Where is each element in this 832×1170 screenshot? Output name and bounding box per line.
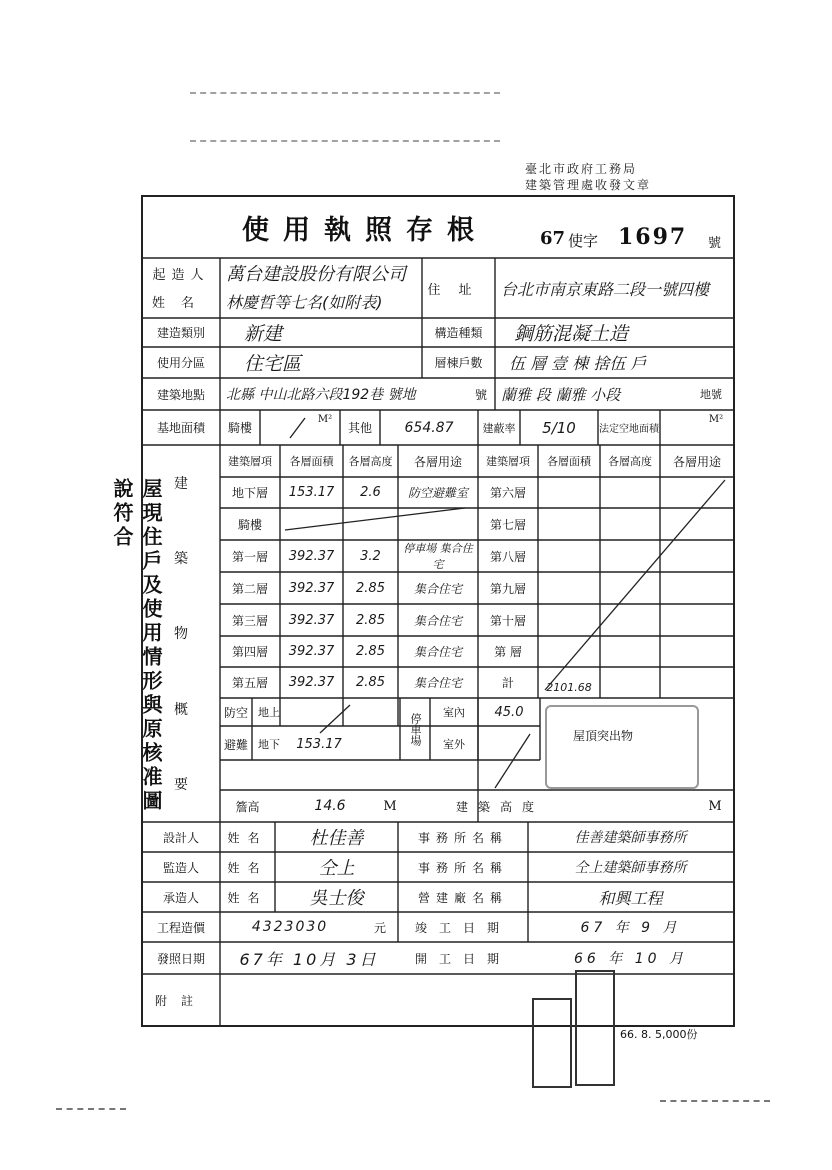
legal-open-label: 法定空地面積 <box>599 424 659 435</box>
floors-value: 伍 層 壹 棟 捨伍 戶 <box>509 354 647 373</box>
coverage-value: 5/10 <box>542 418 576 437</box>
floor-left-height: 2.6 <box>360 485 381 500</box>
eave-height-label: 簷高 <box>235 799 260 814</box>
build-type-value: 新建 <box>244 323 283 345</box>
building-height-unit: M <box>708 798 722 814</box>
floor-right-name: 第六層 <box>489 486 526 500</box>
arcade-unit: M² <box>317 413 333 425</box>
agency-stamp-line2: 建築管理處收發文章 <box>525 178 652 192</box>
permit-number: 1697 <box>618 224 688 250</box>
permit-year: 67 <box>540 228 566 249</box>
col-floor-header: 建築層項 <box>228 455 272 468</box>
summary-char-1: 建 <box>174 475 188 492</box>
build-type-label: 建造類別 <box>156 326 205 340</box>
scan-mark-left <box>56 1108 126 1110</box>
contractor-office: 和興工程 <box>598 888 663 908</box>
floor-left-height: 2.85 <box>356 675 385 690</box>
site-lot-number-label: 地號 <box>700 388 722 401</box>
col-area-header-right: 各層面積 <box>547 455 591 468</box>
floor-left-height: 2.85 <box>356 580 385 596</box>
floor-right-name: 第八層 <box>489 549 526 564</box>
shelter-below-value: 153.17 <box>296 736 342 752</box>
official-seal <box>575 970 615 1086</box>
parking-indoor-value: 45.0 <box>494 704 524 720</box>
supervisor-office: 仝上建築師事務所 <box>574 860 687 876</box>
floor-left-area: 392.37 <box>288 644 335 659</box>
shelter-above-label: 地上 <box>258 706 280 719</box>
col-use-header-right: 各層用途 <box>672 454 721 469</box>
floor-left-use: 集合住宅 <box>413 613 462 628</box>
supervisor-name: 仝上 <box>318 858 355 879</box>
other-value: 654.87 <box>404 419 454 436</box>
structure-value: 鋼筋混凝土造 <box>514 323 629 345</box>
page-title: 使用執照存根 <box>242 215 488 246</box>
notes-label: 附註 <box>154 993 207 1008</box>
floor-left-area: 153.17 <box>288 485 335 500</box>
floor-left-use: 集合住宅 <box>413 581 462 596</box>
zone-label: 使用分區 <box>156 356 205 370</box>
floor-total-area: 2101.68 <box>546 680 592 694</box>
floor-left-name: 第五層 <box>231 676 268 690</box>
builder-name-label: 姓名 <box>151 295 210 311</box>
builder-value-line1: 萬台建設股份有限公司 <box>226 264 406 285</box>
designer-office: 佳善建築師事務所 <box>574 830 687 846</box>
floor-left-use: 集合住宅 <box>413 645 462 659</box>
floors-label: 層棟戶數 <box>434 356 483 370</box>
cost-unit: 元 <box>373 920 386 935</box>
contractor-name-label: 姓名 <box>227 890 268 905</box>
issue-date-label: 發照日期 <box>156 951 205 966</box>
completion-date-value: 67 年 9 月 <box>580 920 681 936</box>
address-label: 住址 <box>427 282 490 298</box>
floor-right-name: 計 <box>501 676 514 690</box>
start-date-value: 66 年 10 月 <box>574 951 687 967</box>
legal-open-unit: M² <box>708 413 724 425</box>
floor-left-height: 2.85 <box>356 644 385 659</box>
coverage-label: 建蔽率 <box>482 421 516 435</box>
floor-left-name: 騎樓 <box>237 517 262 532</box>
builder-label: 起造人 <box>152 267 210 283</box>
permit-word: 使字 <box>568 232 599 250</box>
floor-left-area: 392.37 <box>288 675 335 690</box>
contractor-label: 承造人 <box>162 890 199 905</box>
summary-char-4: 概 <box>174 701 188 718</box>
floor-left-use: 停車場 集合住宅 <box>403 542 473 571</box>
designer-name: 杜佳善 <box>309 828 364 849</box>
shelter-label-1: 防空 <box>223 705 248 720</box>
supervisor-label: 監造人 <box>162 860 199 875</box>
summary-char-2: 築 <box>174 551 188 568</box>
summary-char-5: 要 <box>174 777 188 794</box>
zone-value: 住宅區 <box>244 353 302 375</box>
scan-mark-right <box>660 1100 770 1102</box>
floor-left-height: 3.2 <box>360 548 381 564</box>
arcade-label: 騎樓 <box>227 421 252 435</box>
shelter-below-label: 地下 <box>258 738 280 751</box>
approval-seal <box>532 998 572 1088</box>
designer-name-label: 姓名 <box>227 830 268 845</box>
site-lot-value: 蘭雅 段 蘭雅 小段 <box>501 385 621 404</box>
site-lot-label: 號 <box>474 387 487 402</box>
designer-office-label: 事務所名稱 <box>417 830 508 845</box>
supervisor-office-label: 事務所名稱 <box>417 860 508 875</box>
structure-label: 構造種類 <box>434 326 483 340</box>
area-label: 基地面積 <box>156 421 205 435</box>
col-floor-header-right: 建築層項 <box>486 455 530 468</box>
site-label: 建築地點 <box>156 387 205 402</box>
print-note: 66. 8. 5,000份 <box>620 1028 698 1041</box>
floor-right-name: 第 層 <box>494 645 522 659</box>
cost-value: 4323030 <box>251 919 329 935</box>
supervisor-name-label: 姓名 <box>227 860 268 875</box>
floor-left-name: 第一層 <box>231 549 268 564</box>
roof-structure-label: 屋頂突出物 <box>572 728 633 743</box>
floor-left-use: 防空避難室 <box>407 486 468 500</box>
completion-date-label: 竣工日期 <box>414 920 511 935</box>
roof-area-stamp <box>545 705 699 789</box>
floor-left-area: 392.37 <box>288 612 335 628</box>
floor-right-name: 第九層 <box>489 581 526 596</box>
start-date-label: 開工日期 <box>414 951 511 966</box>
shelter-label-2: 避難 <box>223 737 248 752</box>
floor-right-name: 第十層 <box>489 613 526 628</box>
eave-height-unit: M <box>383 798 397 814</box>
address-value: 台北市南京東路二段一號四樓 <box>501 279 710 299</box>
permit-suffix: 號 <box>708 236 722 251</box>
eave-height-value: 14.6 <box>314 798 346 814</box>
floor-left-height: 2.85 <box>356 612 385 628</box>
col-height-header-right: 各層高度 <box>608 455 652 468</box>
side-note: 屋現住戶及使用情形與原核准圖說符合 <box>110 478 163 814</box>
floor-left-name: 第三層 <box>231 613 268 628</box>
contractor-office-label: 營建廠名稱 <box>417 890 508 905</box>
floor-right-name: 第七層 <box>489 517 526 532</box>
parking-label: 停車場 <box>409 712 422 746</box>
summary-char-3: 物 <box>174 626 188 643</box>
cost-label: 工程造價 <box>156 920 205 935</box>
col-use-header: 各層用途 <box>413 454 462 469</box>
floor-left-area: 392.37 <box>288 580 335 596</box>
other-label: 其他 <box>347 421 372 435</box>
agency-stamp-line1: 臺北市政府工務局 <box>525 162 638 176</box>
col-height-header: 各層高度 <box>348 455 393 468</box>
parking-indoor-label: 室內 <box>443 706 465 719</box>
builder-value-line2: 林慶哲等七名(如附表) <box>226 292 383 312</box>
col-area-header: 各層面積 <box>289 455 334 468</box>
floor-left-use: 集合住宅 <box>413 676 462 690</box>
building-height-label: 建築高度 <box>455 799 544 814</box>
issue-date-value: 67年 10月 3日 <box>239 949 379 969</box>
floor-left-area: 392.37 <box>288 548 335 564</box>
parking-outdoor-label: 室外 <box>443 738 465 751</box>
site-value: 北縣 中山北路六段192巷 號地 <box>226 387 416 403</box>
contractor-name: 吳士俊 <box>309 888 364 909</box>
floor-left-name: 地下層 <box>231 486 268 500</box>
designer-label: 設計人 <box>162 830 199 845</box>
floor-left-name: 第二層 <box>231 581 268 596</box>
floor-left-name: 第四層 <box>231 645 268 659</box>
